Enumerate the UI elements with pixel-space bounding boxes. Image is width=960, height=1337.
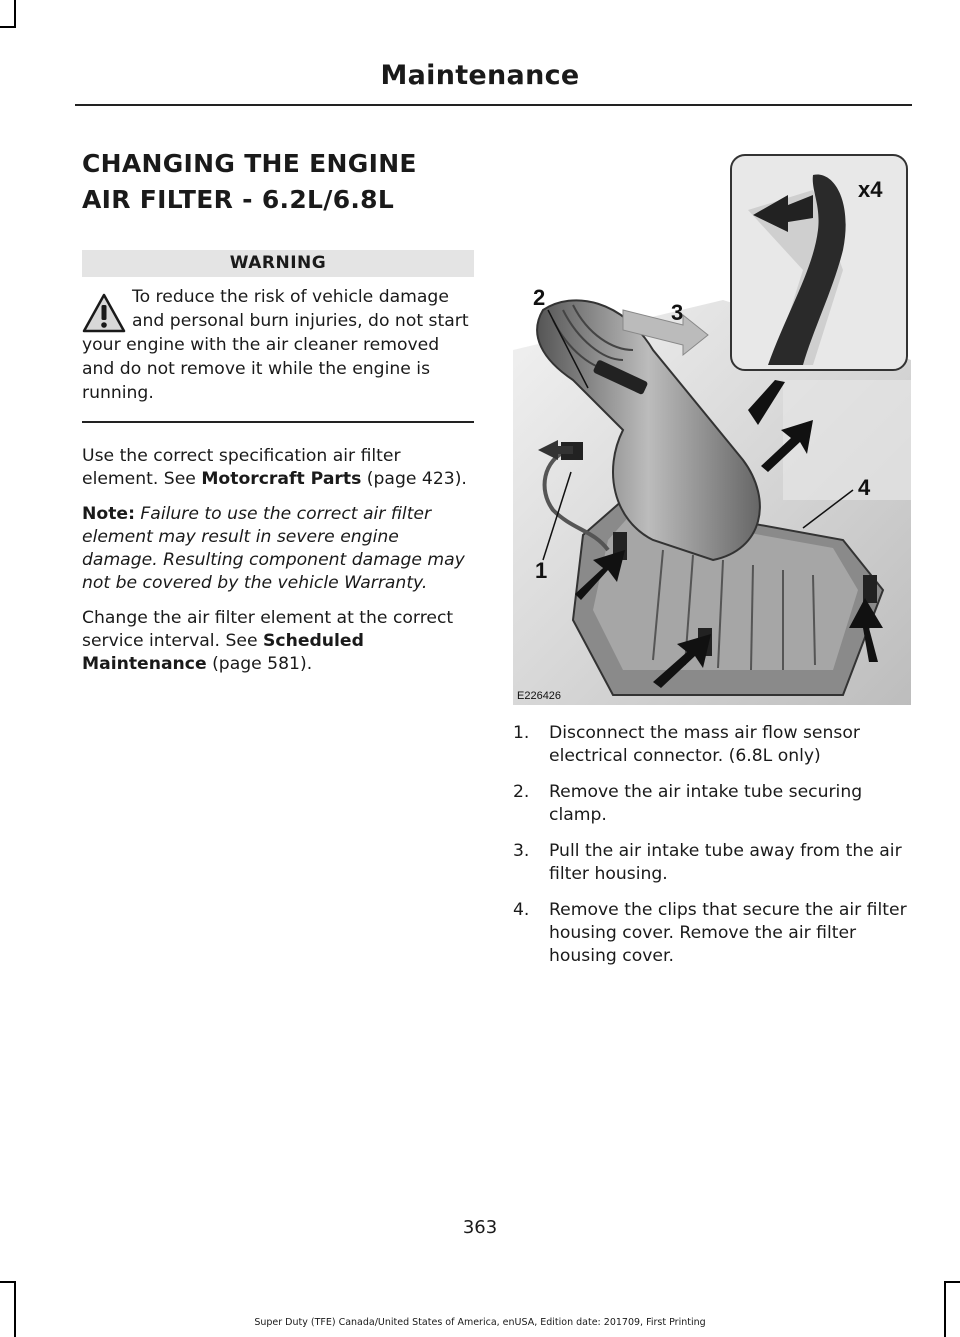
page-number: 363 <box>462 1217 498 1238</box>
crop-mark <box>944 1281 946 1337</box>
note-label: Note: <box>82 504 135 524</box>
crop-mark <box>0 1281 16 1283</box>
crop-mark <box>944 1281 960 1283</box>
callout-4: 4 <box>858 475 871 500</box>
warning-text: To reduce the risk of vehicle damage and personal burn injuries, do not start your engine with the air cleaner removed and do not remove it while the engine is running. <box>82 287 469 403</box>
left-column <box>82 146 474 676</box>
interval-paragraph <box>82 607 474 676</box>
step-item <box>513 899 911 968</box>
step-text: Disconnect the mass air flow sensor electrical connector. (6.8L only) <box>549 723 860 766</box>
section-title: CHANGING THE ENGINE AIR FILTER - 6.2L/6.8L <box>82 149 417 214</box>
page-header-title: Maintenance <box>380 60 580 91</box>
spec-paragraph <box>82 445 474 491</box>
scheduled-maintenance-link[interactable]: Scheduled Maintenance <box>82 631 364 674</box>
step-number: 1. <box>513 723 530 743</box>
warning-heading: WARNING <box>82 250 474 277</box>
spec-text: Use the correct specification air filter element. See <box>82 446 401 489</box>
step-number: 4. <box>513 900 530 920</box>
crop-mark <box>14 1281 16 1337</box>
interval-page-ref: (page 581). <box>206 654 313 674</box>
step-text: Remove the air intake tube securing clamp. <box>549 782 863 825</box>
interval-text: Change the air filter element at the correct service interval. See <box>82 608 454 651</box>
air-filter-illustration <box>513 150 911 705</box>
step-item <box>513 722 911 768</box>
spec-page-ref: (page 423). <box>361 469 467 489</box>
warning-box <box>82 285 474 423</box>
callout-3: 3 <box>671 300 684 325</box>
step-item <box>513 840 911 886</box>
callout-1: 1 <box>535 558 548 583</box>
inset-multiplier-label: x4 <box>858 177 883 202</box>
note-text: Failure to use the correct air filter element may result in severe engine damage. Resulting component damage may not be covered by the vehicle Warranty. <box>82 504 465 593</box>
page-footer: Super Duty (TFE) Canada/United States of America, enUSA, Edition date: 201709, First Printing <box>254 1317 706 1328</box>
step-item <box>513 781 911 827</box>
step-text: Pull the air intake tube away from the air filter housing. <box>549 841 902 884</box>
crop-mark <box>0 26 16 28</box>
step-text: Remove the clips that secure the air filter housing cover. Remove the air filter housing cover. <box>549 900 907 966</box>
crop-mark <box>14 0 16 28</box>
callout-2: 2 <box>533 285 546 310</box>
step-number: 3. <box>513 841 530 861</box>
warning-triangle-icon <box>82 293 126 333</box>
motorcraft-parts-link[interactable]: Motorcraft Parts <box>201 469 362 489</box>
step-number: 2. <box>513 782 530 802</box>
header-divider <box>75 104 912 106</box>
note-paragraph <box>82 503 474 595</box>
figure-id: E226426 <box>517 690 562 702</box>
procedure-steps <box>513 722 911 981</box>
